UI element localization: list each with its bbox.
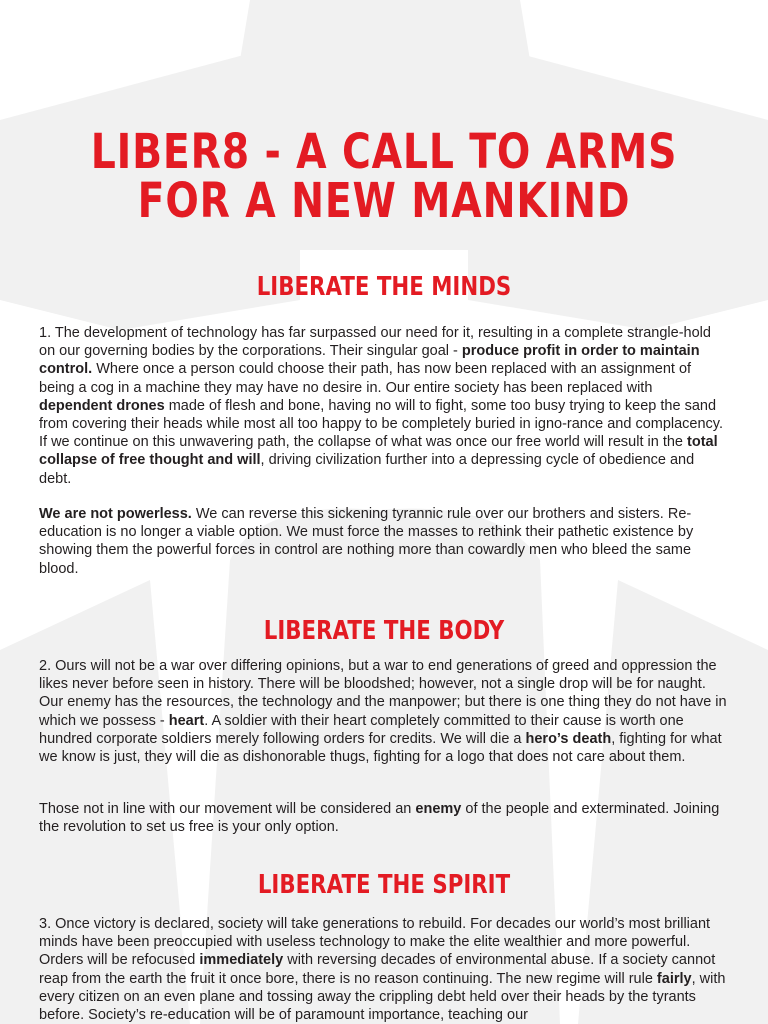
page-title-line-2: FOR A NEW MANKIND: [137, 173, 631, 229]
paragraph-body-2: [39, 800, 729, 836]
emphasis-text: dependent drones: [39, 397, 165, 414]
body-text: . A soldier with their heart completely committed to their cause is worth one hundred corporate soldiers merely following orders for credits. We will die a: [39, 712, 684, 747]
emphasis-text: total collapse of free thought and will: [39, 434, 718, 469]
body-text: Those not in line with our movement will be considered an: [39, 801, 416, 817]
emphasis-text: enemy: [415, 801, 462, 817]
section-heading-minds: LIBERATE THE MINDS: [256, 272, 512, 302]
paragraph-body-1: [39, 657, 729, 766]
body-text: , with every citizen on an even plane and tossing away the crippling debt held over their heads by the tyrants before. Society’s re-education will be of paramount importance, teaching our: [39, 970, 726, 1024]
body-text: of the people and exterminated. Joining the revolution to set us free is your only option.: [39, 801, 720, 836]
body-text: with reversing decades of environmental abuse. If a society cannot reap from the earth the fruit it once bore, there is no reason continuing. The new regime will rule: [39, 952, 716, 987]
body-text: Where once a person could choose their path, has now been replaced with an assignment of being a cog in a machine they may have no desire in. Our entire society has been replaced with: [39, 361, 692, 396]
body-text: made of flesh and bone, having no will to fight, some too busy trying to keep the sand from covering their heads while most all too happy to be completely buried in igno-rance and complacency. If we continue on this unwavering path, the collapse of what was once our free world will result in the: [39, 397, 724, 451]
section-heading-spirit: LIBERATE THE SPIRIT: [257, 870, 511, 900]
page-title-line-1: LIBER8 - A CALL TO ARMS: [90, 124, 678, 180]
emphasis-text: heart: [168, 712, 205, 729]
section-heading-body: LIBERATE THE BODY: [263, 616, 505, 646]
emphasis-text: produce profit in order to maintain control.: [39, 343, 700, 378]
emphasis-text: hero’s death: [525, 730, 612, 747]
paragraph-spirit-1: [39, 915, 729, 1024]
body-text: 3. Once victory is declared, society will take generations to rebuild. For decades our world’s most brilliant minds have been preoccupied with useless technology to make the elite wealthier and more powerful. Orders will be refocused: [39, 916, 711, 969]
paragraph-minds-1: [39, 324, 729, 488]
emphasis-text: We are not powerless.: [39, 506, 192, 522]
body-text: We can reverse this sickening tyrannic rule over our brothers and sisters. Re-education is no longer a viable option. We must force the masses to rethink their pathetic existence by showing them the powerful forces in control are nothing more than cowardly men who bleed the same blood.: [39, 506, 694, 577]
body-text: , driving civilization further into a depressing cycle of obedience and debt.: [39, 452, 695, 487]
body-text: 1. The development of technology has far surpassed our need for it, resulting in a complete strangle-hold on our governing bodies by the corporations. Their singular goal -: [39, 325, 711, 360]
emphasis-text: immediately: [199, 952, 284, 969]
body-text: , fighting for what we know is just, they will die as dishonorable thugs, fighting for a logo that does not care about them.: [39, 730, 722, 766]
body-text: 2. Ours will not be a war over differing opinions, but a war to end generations of greed and oppression the likes never before seen in history. There will be bloodshed; however, not a single drop will be for naught. Our enemy has the resources, the technology and the manpower; but there is one thing they do not have in which we possess -: [39, 658, 727, 729]
paragraph-minds-2: [39, 505, 729, 578]
emphasis-text: fairly: [656, 970, 692, 987]
